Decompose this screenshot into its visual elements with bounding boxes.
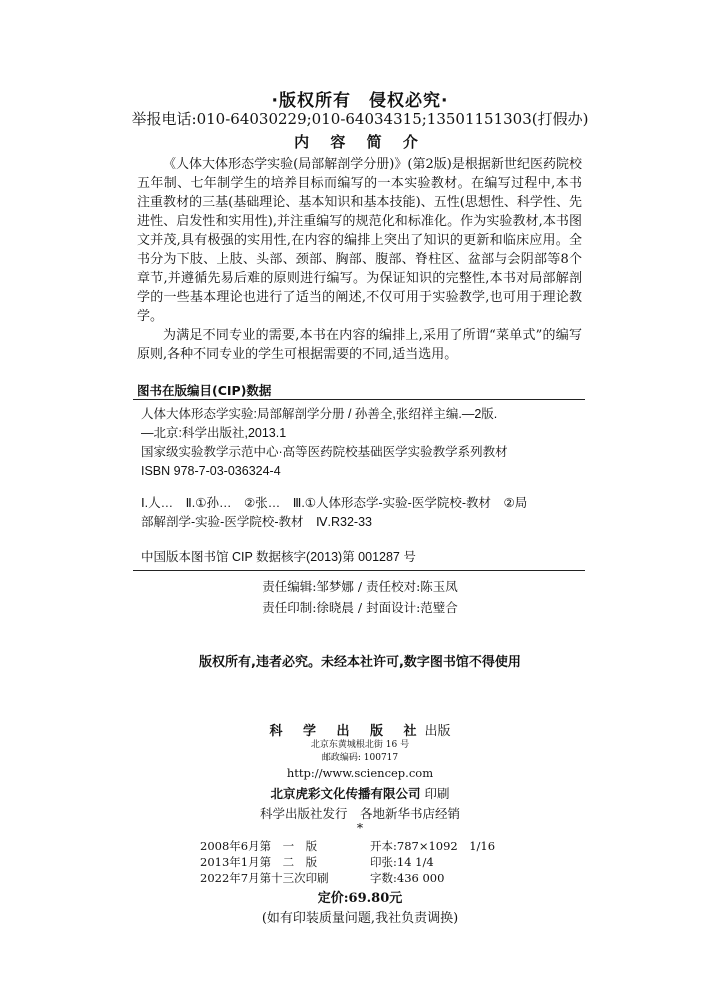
cip-classification-line: 部解剖学-实验-医学院校-教材 Ⅳ.R32-33	[141, 515, 372, 529]
summary-text	[137, 155, 582, 364]
cip-top-rule	[133, 399, 585, 400]
copyright-title: ·版权所有 侵权必究·	[271, 91, 449, 111]
publisher-line	[0, 720, 720, 739]
publisher-suffix: 出版	[424, 724, 451, 739]
publisher-address: 北京东黄城根北街 16 号	[310, 740, 410, 750]
format-info: 字数:436 000	[370, 871, 445, 885]
edition-info: 2022年7月第十三次印刷	[200, 871, 329, 885]
cip-line: 人体大体形态学实验:局部解剖学分册 / 孙善全,张绍祥主编.—2版.	[141, 407, 498, 421]
edition-info: 2008年6月第 一 版	[200, 839, 318, 853]
cip-library-number: 中国版本图书馆 CIP 数据核字(2013)第 001287 号	[141, 550, 416, 564]
cip-heading: 图书在版编目(CIP)数据	[137, 383, 272, 398]
credits-editors: 责任编辑:邹梦娜 / 责任校对:陈玉凤	[262, 579, 458, 594]
cip-record	[141, 405, 581, 481]
edition-row	[200, 870, 520, 886]
summary-paragraph-1: 《人体大体形态学实验(局部解剖学分册)》(第2版)是根据新世纪医药院校五年制、七年制学生的培养目标而编写的一本实验教材。在编写过程中,本书注重教材的三基(基础理论、基本知识和基本技能)、五性(思想性、科学性、先进性、启发性和实用性),并注重编写的规范化和标准化。作为实验教材,本书图文并茂,具有极强的实用性,在内容的编排上突出了知识的更新和临床应用。全书分为下肢、上肢、头部、颈部、胸部、腹部、脊柱区、盆部与会阴部等8个章节,并遵循先易后难的原则进行编写。为保证知识的完整性,本书对局部解剖学的一些基本理论也进行了适当的阐述,不仅可用于实验教学,也可用于理论教学。	[137, 157, 582, 324]
cip-line: 国家级实验教学示范中心·高等医药院校基础医学实验教学系列教材	[141, 445, 508, 459]
cip-classification-line: Ⅰ.人… Ⅱ.①孙… ②张… Ⅲ.①人体形态学-实验-医学院校-教材 ②局	[141, 496, 528, 510]
summary-title: 内 容 简 介	[294, 133, 426, 151]
edition-info: 2013年1月第 二 版	[200, 855, 318, 869]
quality-note: (如有印装质量问题,我社负责调换)	[261, 911, 459, 926]
cip-bottom-rule	[133, 570, 585, 571]
printer-line	[0, 784, 720, 802]
printer-suffix: 印刷	[424, 786, 450, 801]
edition-row	[200, 854, 520, 870]
summary-paragraph-2: 为满足不同专业的需要,本书在内容的编排上,采用了所谓“菜单式”的编写原则,各种不同专业的学生可根据需要的不同,适当选用。	[137, 328, 582, 362]
price: 定价:69.80元	[317, 891, 403, 906]
separator-star: *	[356, 820, 364, 835]
distribution-line: 科学出版社发行 各地新华书店经销	[259, 806, 460, 821]
publisher-url: http://www.sciencep.com	[286, 766, 434, 780]
credits-production: 责任印制:徐晓晨 / 封面设计:范璧合	[262, 600, 458, 615]
publisher-postcode: 邮政编码: 100717	[321, 753, 399, 763]
cip-line: —北京:科学出版社,2013.1	[141, 426, 287, 440]
cip-line: ISBN 978-7-03-036324-4	[141, 464, 281, 478]
format-info: 开本:787×1092 1/16	[370, 839, 496, 853]
format-info: 印张:14 1/4	[370, 855, 434, 869]
rights-statement: 版权所有,违者必究。未经本社许可,数字图书馆不得使用	[199, 655, 521, 670]
edition-row	[200, 838, 520, 854]
printer-name: 北京虎彩文化传播有限公司	[270, 786, 421, 801]
report-phone-line: 举报电话:010-64030229;010-64034315;13501151303(打假办)	[131, 110, 589, 128]
cip-classification	[141, 494, 581, 532]
publisher-name: 科 学 出 版 社	[269, 724, 425, 739]
edition-table	[200, 838, 520, 886]
